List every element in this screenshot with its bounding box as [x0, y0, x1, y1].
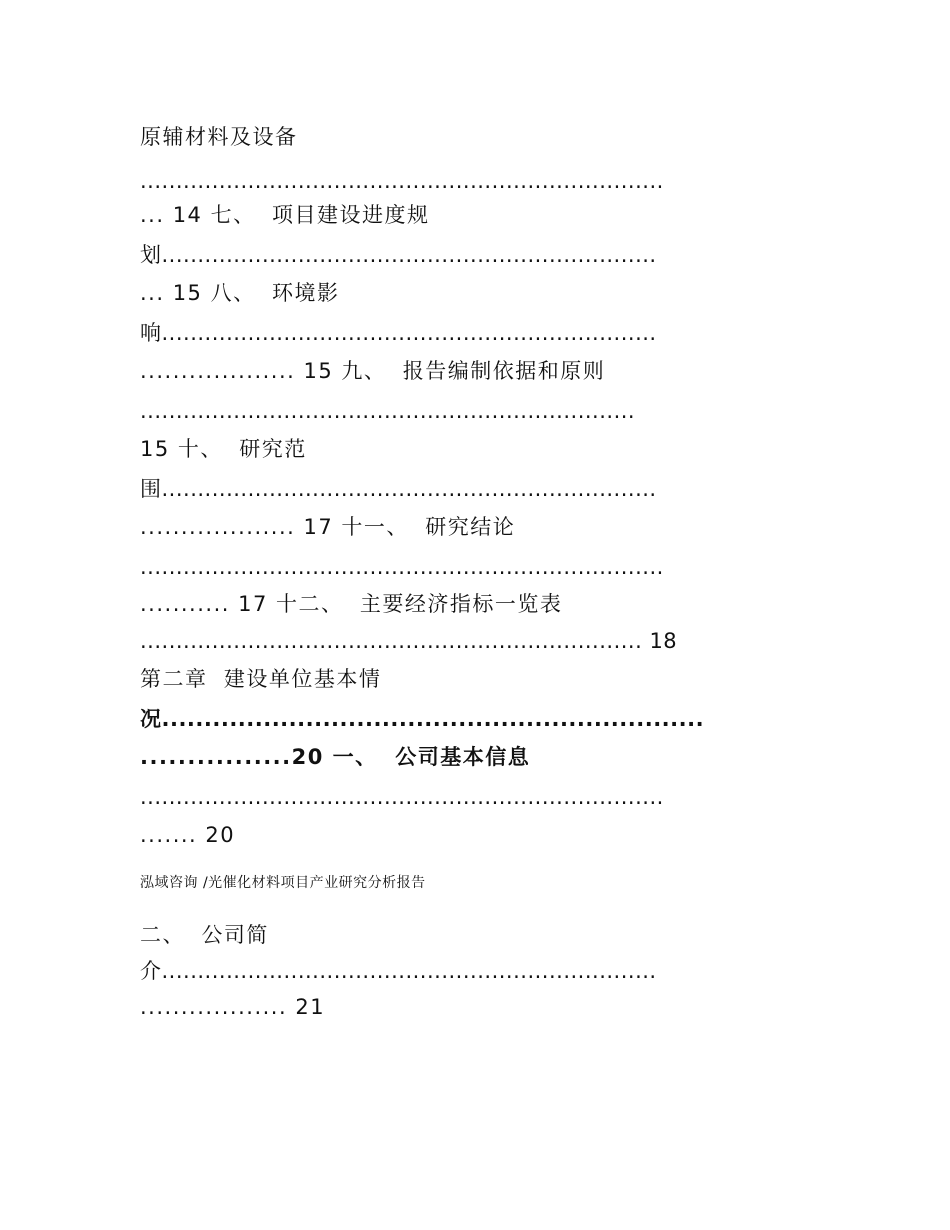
toc-chapter-line: 况................................................................	[140, 707, 705, 731]
toc-line: ........... 17 十二、 主要经济指标一览表	[140, 592, 563, 616]
toc-line: ....... 20	[140, 823, 236, 847]
toc-chapter-line: ................20 一、 公司基本信息	[140, 745, 531, 769]
toc-line: 划.....................................................................	[140, 243, 657, 267]
toc-line: ... 15 八、 环境影	[140, 281, 340, 305]
toc-line: 介.....................................................................	[140, 959, 657, 983]
toc-line: .................. 21	[140, 995, 326, 1019]
toc-leader-line: .........................................................................	[140, 169, 664, 193]
toc-line: 原辅材料及设备	[140, 125, 298, 149]
toc-line: ................... 17 十一、 研究结论	[140, 515, 516, 539]
toc-line: ................... 15 九、 报告编制依据和原则	[140, 359, 606, 383]
toc-line: ... 14 七、 项目建设进度规	[140, 203, 430, 227]
toc-leader-line: .........................................................................	[140, 785, 664, 809]
toc-line: 二、 公司简	[140, 923, 269, 947]
toc-leader-line: .....................................................................	[140, 399, 636, 423]
toc-line: 围.....................................................................	[140, 477, 657, 501]
toc-line: ...................................................................... 18	[140, 629, 678, 653]
toc-line: 响.....................................................................	[140, 321, 657, 345]
toc-leader-line: .........................................................................	[140, 555, 664, 579]
toc-line: 15 十、 研究范	[140, 437, 307, 461]
page-header-text: 泓域咨询 /光催化材料项目产业研究分析报告	[140, 875, 426, 891]
toc-chapter-line: 第二章 建设单位基本情	[140, 667, 382, 691]
